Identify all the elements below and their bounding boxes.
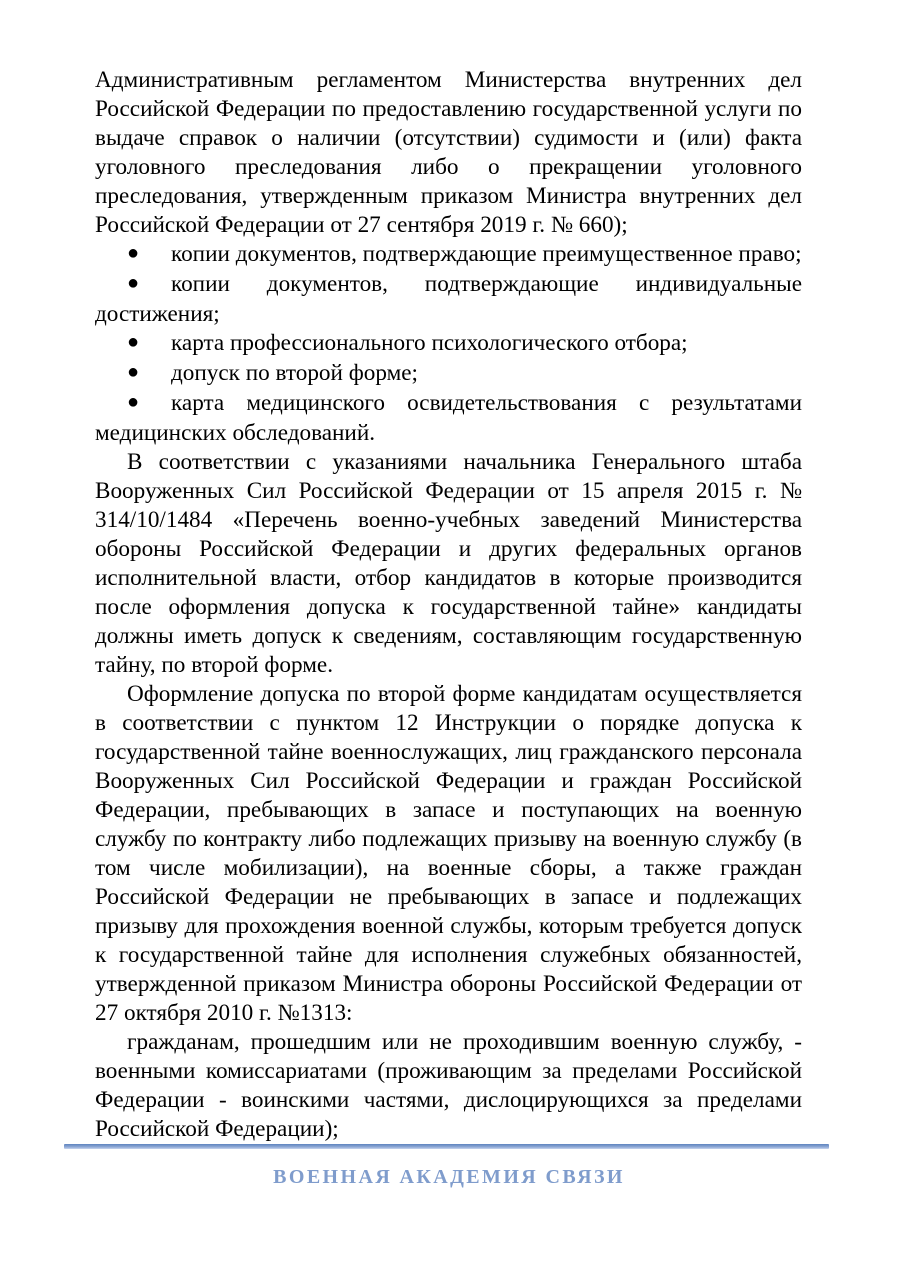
footer-title: ВОЕННАЯ АКАДЕМИЯ СВЯЗИ bbox=[273, 1166, 625, 1188]
bullet-item-label: копии документов, подтверждающие индивидуальные достижения; bbox=[95, 271, 802, 327]
paragraph-citizens-commissariats: гражданам, прошедшим или не проходившим военную службу, - военными комиссариатами (проживающим за пределами Российской Федерации - воинскими частями, дислоцирующихся за пределами Российской Федерации); bbox=[95, 1029, 802, 1142]
bullet-item-second-form bbox=[95, 359, 802, 389]
footer-divider bbox=[64, 1144, 829, 1149]
bullet-icon: ● bbox=[127, 361, 140, 383]
document-body bbox=[95, 66, 802, 1144]
bullet-item-achievements bbox=[95, 270, 802, 329]
bullet-icon: ● bbox=[127, 242, 140, 264]
paragraph-regulation-continuation: Административным регламентом Министерства внутренних дел Российской Федерации по предоставлению государственной услуги по выдаче справок о наличии (отсутствии) судимости и (или) факта уголовного преследования либо о прекращении уголовного преследования, утвержденным приказом Министра внутренних дел Российской Федерации от 27 сентября 2019 г. № 660); bbox=[95, 67, 802, 238]
bullet-item-label: карта профессионального психологического отбора; bbox=[171, 330, 688, 356]
bullet-item-label: копии документов, подтверждающие преимущественное право; bbox=[171, 241, 802, 267]
bullet-icon: ● bbox=[127, 272, 140, 294]
bullet-item-medical-card bbox=[95, 389, 802, 448]
bullet-item-label: допуск по второй форме; bbox=[171, 360, 419, 386]
paragraph-clearance-procedure: Оформление допуска по второй форме кандидатам осуществляется в соответствии с пунктом 12 Инструкции о порядке допуска к государственной тайне военнослужащих, лиц гражданского персонала Вооруженных Сил Российской Федерации и граждан Российской Федерации, пребывающих в запасе и поступающих на военную службу по контракту либо подлежащих призыву на военную службу (в том числе мобилизации), на военные сборы, а также граждан Российской Федерации не пребывающих в запасе и подлежащих призыву для прохождения военной службы, которым требуется допуск к государственной тайне для исполнения служебных обязанностей, утвержденной приказом Министра обороны Российской Федерации от 27 октября 2010 г. №1313: bbox=[95, 681, 802, 1026]
paragraph-general-staff-instructions: В соответствии с указаниями начальника Генерального штаба Вооруженных Сил Российской Федерации от 15 апреля 2015 г. № 314/10/1484 «Перечень военно-учебных заведений Министерства обороны Российской Федерации и других федеральных органов исполнительной власти, отбор кандидатов в которые производится после оформления допуска к государственной тайне» кандидаты должны иметь допуск к сведениям, составляющим государственную тайну, по второй форме. bbox=[95, 449, 802, 678]
bullet-item-psych-card bbox=[95, 329, 802, 359]
bullet-icon: ● bbox=[127, 331, 140, 353]
bullet-item-preferential-right bbox=[95, 240, 802, 270]
bullet-item-label: карта медицинского освидетельствования с результатами медицинских обследований. bbox=[95, 390, 802, 446]
bullet-icon: ● bbox=[127, 391, 140, 413]
